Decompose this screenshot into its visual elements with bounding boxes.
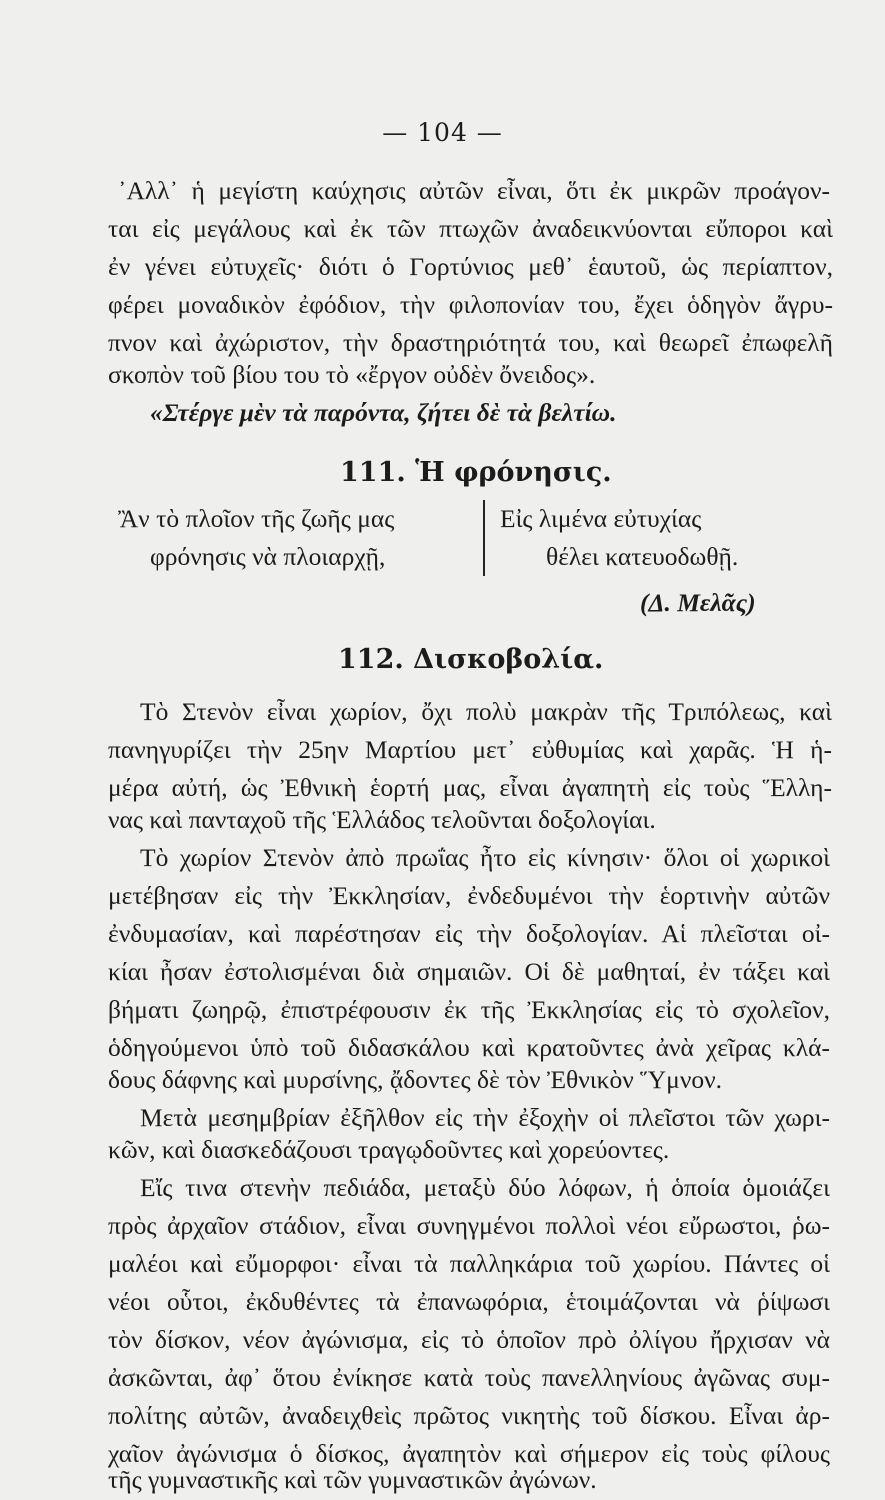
text-line: μέρα αὐτή, ὡς Ἐθνικὴ ἑορτή μας, εἶναι ἀγαπητὴ εἰς τοὺς Ἕλλη- xyxy=(108,773,832,802)
text-line: χαῖον ἀγώνισμα ὁ δίσκος, ἀγαπητὸν καὶ σήμερον εἰς τοὺς φίλους xyxy=(108,1439,830,1468)
text-line: τῆς γυμναστικῆς καὶ τῶν γυμναστικῶν ἀγώνων. xyxy=(108,1465,597,1494)
text-line: ἐνδυμασίαν, καὶ παρέστησαν εἰς τὴν δοξολογίαν. Αἱ πλεῖσται οἰ- xyxy=(108,919,830,948)
poem-line-right-1: Εἰς λιμένα εὐτυχίας xyxy=(500,504,702,533)
text-line: Τὸ Στενὸν εἶναι χωρίον, ὄχι πολὺ μακρὰν τῆς Τριπόλεως, καὶ xyxy=(140,697,832,726)
text-line: ᾿Αλλ᾿ ἡ μεγίστη καύχησις αὐτῶν εἶναι, ὅτι ἐκ μικρῶν προάγον- xyxy=(118,176,830,205)
text-line: δους δάφνης καὶ μυρσίνης, ᾄδοντες δὲ τὸν Ἐθνικὸν Ὕμνον. xyxy=(108,1065,723,1094)
text-line: νας καὶ πανταχοῦ τῆς Ἑλλάδος τελοῦνται δοξολογίαι. xyxy=(108,805,656,834)
text-line: σκοπὸν τοῦ βίου του τὸ «ἔργον οὐδὲν ὄνειδος». xyxy=(108,360,596,389)
text-line: μαλέοι καὶ εὔμορφοι· εἶναι τὰ παλληκάρια τοῦ χωρίου. Πάντες οἱ xyxy=(108,1249,830,1278)
text-line: τὸν δίσκον, νέον ἀγώνισμα, εἰς τὸ ὁποῖον πρὸ ὀλίγου ἤρχισαν νὰ xyxy=(108,1325,830,1354)
text-line: ἀσκῶνται, ἀφ᾿ ὅτου ἐνίκησε κατὰ τοὺς πανελληνίους ἀγῶνας συμ- xyxy=(108,1363,830,1392)
section-heading-111: 111. Ἡ φρόνησις. xyxy=(340,457,612,488)
text-line: βήματι ζωηρῷ, ἐπιστρέφουσιν ἐκ τῆς Ἐκκλησίας εἰς τὸ σχολεῖον, xyxy=(108,995,830,1024)
poem-line-left-1: Ἂν τὸ πλοῖον τῆς ζωῆς μας xyxy=(118,504,395,533)
text-line: κίαι ἦσαν ἐστολισμέναι διὰ σημαιῶν. Οἱ δὲ μαθηταί, ἐν τάξει καὶ xyxy=(108,957,830,986)
poem-author: (Δ. Μελᾶς) xyxy=(640,588,756,617)
poem-divider xyxy=(483,500,485,576)
text-line: πνον καὶ ἀχώριστον, τὴν δραστηριότητά του, καὶ θεωρεῖ ἐπωφελῆ xyxy=(108,328,833,357)
text-line: φέρει μοναδικὸν ἐφόδιον, τὴν φιλοπονίαν του, ἔχει ὁδηγὸν ἄγρυ- xyxy=(108,290,833,319)
text-line: ὁδηγούμενοι ὑπὸ τοῦ διδασκάλου καὶ κρατοῦντες ἀνὰ χεῖρας κλά- xyxy=(108,1033,830,1062)
text-line: νέοι οὗτοι, ἐκδυθέντες τὰ ἐπανωφόρια, ἑτοιμάζονται νὰ ῥίψωσι xyxy=(108,1287,830,1316)
text-line: κῶν, καὶ διασκεδάζουσι τραγῳδοῦντες καὶ χορεύοντες. xyxy=(108,1135,670,1164)
text-line: ἐν γένει εὐτυχεῖς· διότι ὁ Γορτύνιος μεθ᾿ ἑαυτοῦ, ὡς περίαπτον, xyxy=(108,252,833,281)
text-line: Τὸ χωρίον Στενὸν ἀπὸ πρωΐας ἦτο εἰς κίνησιν· ὅλοι οἱ χωρικοὶ xyxy=(140,843,830,872)
text-line: Μετὰ μεσημβρίαν ἐξῆλθον εἰς τὴν ἐξοχὴν οἱ πλεῖστοι τῶν χωρι- xyxy=(140,1103,830,1132)
poem-line-left-2: φρόνησις νὰ πλοιαρχῇ, xyxy=(150,542,386,571)
poem-line-right-2: θέλει κατευοδωθῇ. xyxy=(546,542,739,571)
text-line: πολίτης αὐτῶν, ἀναδειχθεὶς πρῶτος νικητὴς τοῦ δίσκου. Εἶναι ἀρ- xyxy=(108,1401,830,1430)
text-line: πρὸς ἀρχαῖον στάδιον, εἶναι συνηγμένοι πολλοὶ νέοι εὔρωστοι, ῥω- xyxy=(108,1211,830,1240)
page-number: — 104 — xyxy=(382,118,503,147)
text-line: πανηγυρίζει τὴν 25ην Μαρτίου μετ᾿ εὐθυμίας καὶ χαρᾶς. Ἡ ἡ- xyxy=(108,735,832,764)
text-line: Εἴς τινα στενὴν πεδιάδα, μεταξὺ δύο λόφων, ἡ ὁποία ὁμοιάζει xyxy=(140,1173,830,1202)
text-line: μετέβησαν εἰς τὴν Ἐκκλησίαν, ἐνδεδυμένοι τὴν ἑορτινὴν αὐτῶν xyxy=(108,881,830,910)
text-line: ται εἰς μεγάλους καὶ ἐκ τῶν πτωχῶν ἀναδεικνύονται εὔποροι καὶ xyxy=(108,214,833,243)
motto: «Στέργε μὲν τὰ παρόντα, ζήτει δὲ τὰ βελτίω. xyxy=(150,398,617,427)
section-heading-112: 112. Δισκοβολία. xyxy=(338,644,604,675)
